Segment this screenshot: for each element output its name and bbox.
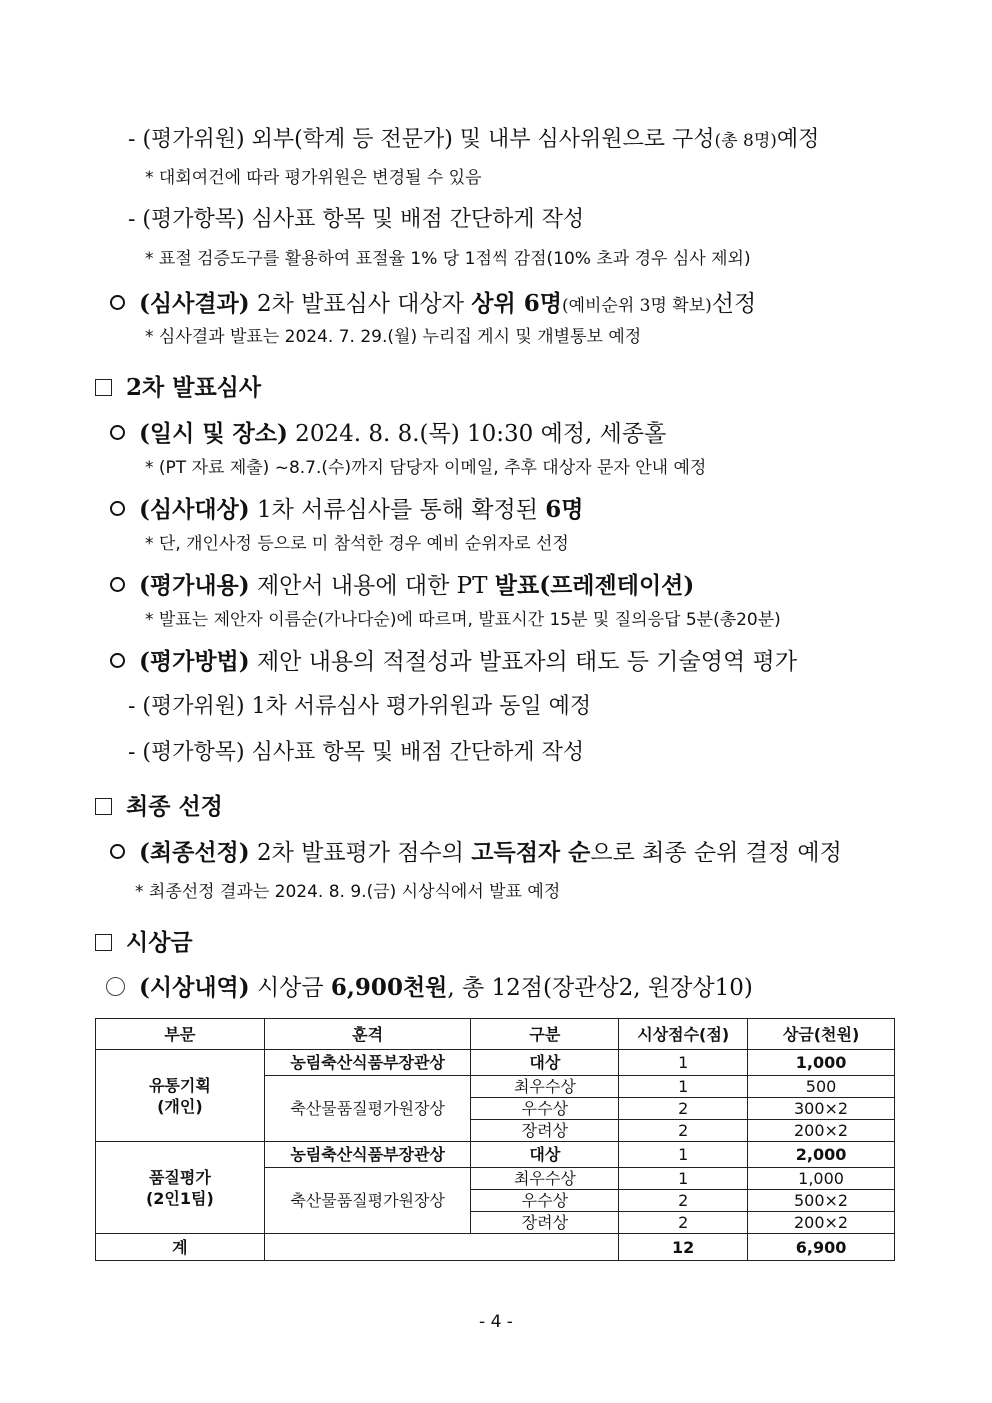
prize-cell: 500 — [748, 1076, 895, 1098]
text: 제안 내용의 적절성과 발표자의 태도 등 기술영역 평가 — [249, 649, 797, 675]
content-line — [110, 567, 694, 600]
total-label-cell: 계 — [96, 1234, 265, 1261]
type-cell: 우수상 — [471, 1190, 619, 1212]
count-cell: 1 — [619, 1076, 748, 1098]
label: (심사대상) — [139, 496, 250, 523]
dash: - — [128, 127, 143, 152]
label: (시상내역) — [139, 974, 250, 1001]
honor-cell: 축산물품질평가원장상 — [264, 1168, 471, 1234]
type-cell: 장려상 — [471, 1120, 619, 1142]
text: 예정 — [776, 127, 820, 152]
text: 외부(학계 등 전문가) 및 내부 심사위원으로 구성 — [244, 127, 715, 152]
total-row — [96, 1234, 895, 1261]
heading-text: 2차 발표심사 — [126, 374, 262, 401]
honor-cell: 농림축산식품부장관상 — [264, 1142, 471, 1168]
prize-cell: 200×2 — [748, 1120, 895, 1142]
schedule-line — [110, 415, 666, 448]
text: , 총 12점(장관상2, 원장상10) — [447, 975, 753, 1001]
type-cell: 대상 — [471, 1142, 619, 1168]
table-header-row — [96, 1019, 895, 1050]
note: * 발표는 제안자 이름순(가나다순)에 따르며, 발표시간 15분 및 질의응답 5분(총20분) — [145, 610, 781, 630]
text: 으로 최종 순위 결정 예정 — [590, 840, 842, 866]
text: 2차 발표평가 점수의 — [249, 840, 472, 866]
final-line — [110, 834, 842, 867]
prize-cell: 300×2 — [748, 1098, 895, 1120]
bold-text: 6명 — [545, 496, 584, 523]
section-heading — [95, 788, 223, 821]
blank-cell — [264, 1234, 619, 1261]
prize-cell: 1,000 — [748, 1050, 895, 1076]
prize-cell: 500×2 — [748, 1190, 895, 1212]
text: 제안서 내용에 대한 PT — [249, 573, 495, 599]
circle-bullet-icon — [106, 977, 125, 996]
note: * 대회여건에 따라 평가위원은 변경될 수 있음 — [145, 168, 482, 188]
circle-bullet-icon — [110, 653, 125, 668]
type-cell: 대상 — [471, 1050, 619, 1076]
text: 선정 — [711, 291, 757, 317]
table-row — [96, 1050, 895, 1076]
circle-bullet-icon — [110, 577, 125, 592]
bold-text: 고득점자 순 — [471, 839, 591, 866]
count-cell: 2 — [619, 1190, 748, 1212]
bold-text: 6,900천원 — [330, 974, 448, 1001]
header-cell: 훈격 — [264, 1019, 471, 1050]
category-cell: 유통기획 (개인) — [96, 1050, 265, 1142]
note: * 심사결과 발표는 2024. 7. 29.(월) 누리집 게시 및 개별통보 예정 — [145, 327, 642, 347]
note: * 최종선정 결과는 2024. 8. 9.(금) 시상식에서 발표 예정 — [135, 882, 561, 902]
note: * (PT 자료 제출) ~8.7.(수)까지 담당자 이메일, 추후 대상자 문자 안내 예정 — [145, 458, 707, 478]
prize-cell: 2,000 — [748, 1142, 895, 1168]
criteria-line: - (평가항목) 심사표 항목 및 배점 간단하게 작성 — [128, 740, 585, 765]
criteria-line: - (평가항목) 심사표 항목 및 배점 간단하게 작성 — [128, 207, 585, 232]
text: 시상금 — [249, 975, 331, 1001]
count-cell: 1 — [619, 1168, 748, 1190]
heading-text: 최종 선정 — [126, 793, 223, 820]
small-text: (총 8명) — [714, 131, 777, 151]
label: (평가내용) — [139, 572, 250, 599]
method-line — [110, 643, 797, 676]
prize-cell: 1,000 — [748, 1168, 895, 1190]
total-prize-cell: 6,900 — [748, 1234, 895, 1261]
square-bullet-icon — [95, 798, 112, 815]
circle-bullet-icon — [110, 844, 125, 859]
label: (일시 및 장소) — [139, 420, 288, 447]
label: (심사결과) — [139, 290, 250, 317]
page-number: - 4 - — [479, 1312, 513, 1332]
header-cell: 구분 — [471, 1019, 619, 1050]
prize-cell: 200×2 — [748, 1212, 895, 1234]
type-cell: 최우수상 — [471, 1168, 619, 1190]
result-line — [110, 285, 756, 318]
target-line — [110, 491, 583, 524]
count-cell: 1 — [619, 1050, 748, 1076]
bold-text: 상위 6명 — [471, 290, 562, 317]
circle-bullet-icon — [110, 501, 125, 516]
header-cell: 부문 — [96, 1019, 265, 1050]
text: 2차 발표심사 대상자 — [249, 291, 472, 317]
count-cell: 2 — [619, 1098, 748, 1120]
bold-text: 발표(프레젠테이션) — [494, 572, 695, 599]
evaluator-line — [128, 122, 819, 153]
section-heading — [95, 924, 193, 957]
count-cell: 1 — [619, 1142, 748, 1168]
header-cell: 상금(천원) — [748, 1019, 895, 1050]
category-cell: 품질평가 (2인1팀) — [96, 1142, 265, 1234]
type-cell: 장려상 — [471, 1212, 619, 1234]
label: (최종선정) — [139, 839, 250, 866]
text: 1차 서류심사를 통해 확정된 — [249, 497, 546, 523]
count-cell: 2 — [619, 1212, 748, 1234]
honor-cell: 축산물품질평가원장상 — [264, 1076, 471, 1142]
label: (평가방법) — [139, 648, 250, 675]
type-cell: 우수상 — [471, 1098, 619, 1120]
label: (평가위원) — [142, 127, 245, 152]
text: 2024. 8. 8.(목) 10:30 예정, 세종홀 — [287, 421, 667, 447]
header-cell: 시상점수(점) — [619, 1019, 748, 1050]
honor-cell: 농림축산식품부장관상 — [264, 1050, 471, 1076]
count-cell: 2 — [619, 1120, 748, 1142]
prize-line — [106, 969, 753, 1002]
circle-bullet-icon — [110, 425, 125, 440]
award-table — [95, 1018, 895, 1261]
square-bullet-icon — [95, 934, 112, 951]
note: * 표절 검증도구를 활용하여 표절율 1% 당 1점씩 감점(10% 초과 경우 심사 제외) — [145, 249, 751, 269]
small-text: (예비순위 3명 확보) — [561, 296, 712, 316]
evaluator-line: - (평가위원) 1차 서류심사 평가위원과 동일 예정 — [128, 694, 592, 719]
table-row — [96, 1142, 895, 1168]
type-cell: 최우수상 — [471, 1076, 619, 1098]
square-bullet-icon — [95, 379, 112, 396]
heading-text: 시상금 — [126, 929, 193, 956]
circle-bullet-icon — [110, 295, 125, 310]
total-count-cell: 12 — [619, 1234, 748, 1261]
section-heading — [95, 369, 261, 402]
note: * 단, 개인사정 등으로 미 참석한 경우 예비 순위자로 선정 — [145, 534, 569, 554]
